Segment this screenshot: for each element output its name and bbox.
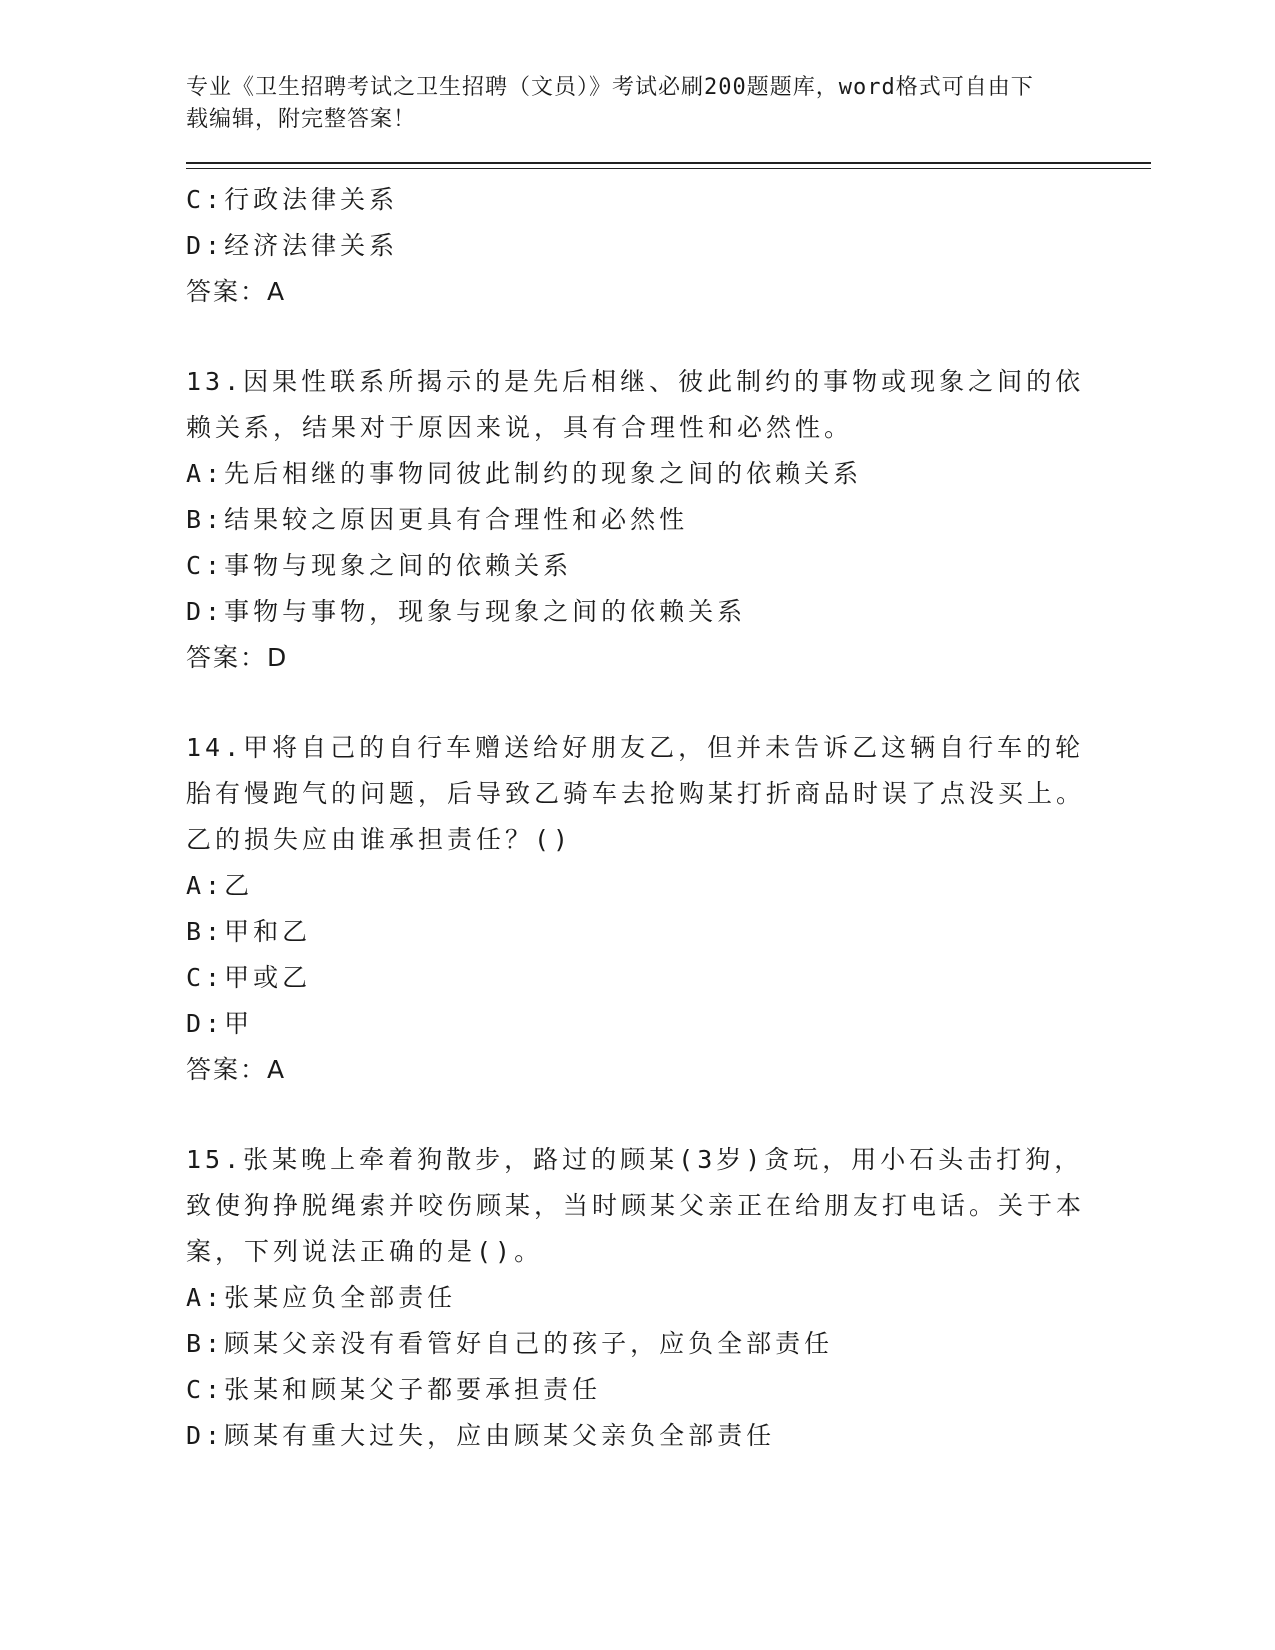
question-number: 13.: [186, 367, 244, 396]
question-14: [186, 725, 1086, 863]
option-letter: D:: [186, 231, 225, 260]
option-d: [186, 589, 1151, 635]
option-c: [186, 955, 1151, 1001]
option-text: 乙: [224, 871, 254, 900]
question-list: [186, 177, 1151, 1459]
option-text: 行政法律关系: [224, 185, 399, 214]
question-15: [186, 1137, 1086, 1275]
question-number: 15.: [186, 1145, 244, 1174]
option-b: [186, 497, 1151, 543]
option-text: 经济法律关系: [224, 231, 399, 260]
question-13: [186, 359, 1086, 451]
answer-line: 答案：A: [186, 277, 287, 306]
option-letter: C:: [186, 1375, 225, 1404]
option-text: 顾某父亲没有看管好自己的孩子，应负全部责任: [224, 1329, 834, 1358]
option-letter: A:: [186, 871, 225, 900]
option-letter: B:: [186, 917, 225, 946]
option-text: 先后相继的事物同彼此制约的现象之间的依赖关系: [224, 459, 863, 488]
option-letter: C:: [186, 551, 225, 580]
option-text: 事物与事物，现象与现象之间的依赖关系: [224, 597, 747, 626]
option-text: 事物与现象之间的依赖关系: [224, 551, 573, 580]
question-number: 14.: [186, 733, 244, 762]
option-text: 甲或乙: [224, 963, 312, 992]
option-text: 甲和乙: [224, 917, 312, 946]
option-d: [186, 223, 1151, 269]
question-text: 甲将自己的自行车赠送给好朋友乙，但并未告诉乙这辆自行车的轮胎有慢跑气的问题，后导致乙骑车去抢购某打折商品时误了点没买上。乙的损失应由谁承担责任？(): [186, 733, 1086, 854]
document-header: 专业《卫生招聘考试之卫生招聘（文员）》考试必刷200题题库，word格式可自由下载编辑，附完整答案！: [186, 75, 1034, 132]
option-letter: D:: [186, 597, 225, 626]
document-page: [186, 72, 1151, 1459]
option-letter: D:: [186, 1421, 225, 1450]
option-letter: C:: [186, 185, 225, 214]
option-text: 张某应负全部责任: [224, 1283, 457, 1312]
answer-line: 答案：A: [186, 1055, 287, 1084]
option-c: [186, 1367, 1151, 1413]
option-letter: B:: [186, 505, 225, 534]
option-c: [186, 177, 1151, 223]
option-letter: B:: [186, 1329, 225, 1358]
option-text: 甲: [224, 1009, 254, 1038]
option-c: [186, 543, 1151, 589]
option-a: [186, 863, 1151, 909]
option-letter: C:: [186, 963, 225, 992]
option-a: [186, 1275, 1151, 1321]
option-d: [186, 1001, 1151, 1047]
option-d: [186, 1413, 1151, 1459]
option-letter: D:: [186, 1009, 225, 1038]
option-b: [186, 909, 1151, 955]
option-letter: A:: [186, 1283, 225, 1312]
option-b: [186, 1321, 1151, 1367]
question-text: 张某晚上牵着狗散步，路过的顾某(3岁)贪玩，用小石头击打狗，致使狗挣脱绳索并咬伤顾某，当时顾某父亲正在给朋友打电话。关于本案，下列说法正确的是()。: [186, 1145, 1086, 1266]
header-divider: [186, 162, 1151, 169]
question-text: 因果性联系所揭示的是先后相继、彼此制约的事物或现象之间的依赖关系，结果对于原因来说，具有合理性和必然性。: [186, 367, 1085, 442]
answer-line: 答案：D: [186, 643, 289, 672]
option-text: 张某和顾某父子都要承担责任: [224, 1375, 602, 1404]
option-text: 顾某有重大过失，应由顾某父亲负全部责任: [224, 1421, 776, 1450]
option-letter: A:: [186, 459, 225, 488]
option-a: [186, 451, 1151, 497]
option-text: 结果较之原因更具有合理性和必然性: [224, 505, 689, 534]
